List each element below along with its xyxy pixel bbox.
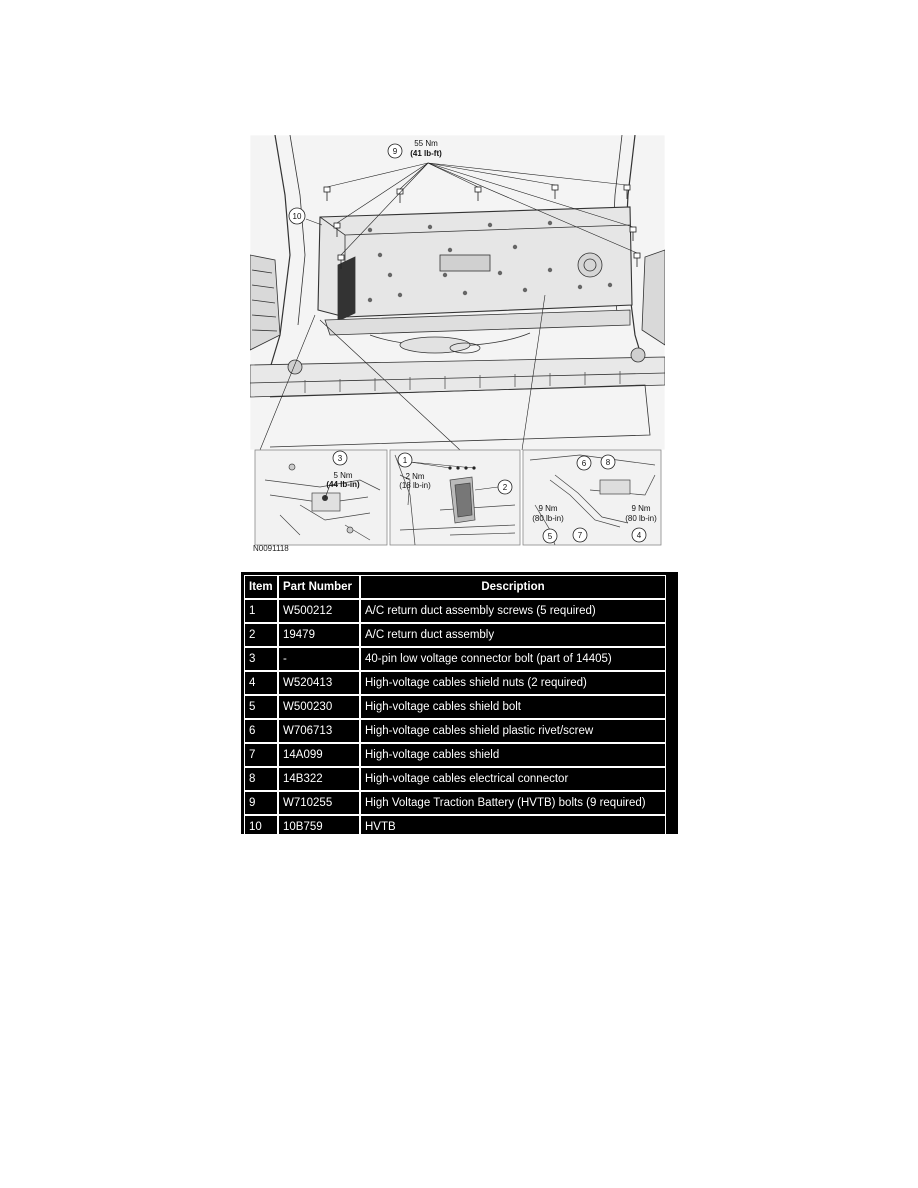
cell-description: A/C return duct assembly: [360, 623, 666, 647]
cell-part-number: -: [278, 647, 360, 671]
cell-description: HVTB: [360, 815, 666, 839]
parts-table: [244, 575, 666, 839]
cell-part-number: W500212: [278, 599, 360, 623]
table-row: [244, 695, 666, 719]
cell-description: High-voltage cables shield plastic rivet/screw: [360, 719, 666, 743]
table-row: [244, 719, 666, 743]
cell-description: A/C return duct assembly screws (5 required): [360, 599, 666, 623]
callout-4-label: 4: [636, 531, 642, 540]
cell-item: 1: [244, 599, 278, 623]
cell-part-number: 14B322: [278, 767, 360, 791]
callout-9-label: 9: [392, 147, 398, 156]
inset1-torque-imperial: (44 lb-in): [326, 480, 360, 489]
table-row: [244, 599, 666, 623]
cell-part-number: W520413: [278, 671, 360, 695]
cell-item: 10: [244, 815, 278, 839]
cell-description: High-voltage cables shield: [360, 743, 666, 767]
cell-item: 6: [244, 719, 278, 743]
inset-hv-cables-shield: [523, 450, 661, 545]
table-header-row: [244, 575, 666, 599]
cell-item: 8: [244, 767, 278, 791]
main-torque-value: 55 Nm: [414, 139, 438, 148]
callout-10-label: 10: [292, 212, 302, 221]
cell-description: High-voltage cables electrical connector: [360, 767, 666, 791]
cell-part-number: 14A099: [278, 743, 360, 767]
cell-item: 3: [244, 647, 278, 671]
table-row: [244, 623, 666, 647]
callout-7-label: 7: [577, 531, 583, 540]
callout-1-label: 1: [402, 456, 408, 465]
inset2-torque-imperial: (18 lb-in): [399, 481, 431, 490]
cell-description: High-voltage cables shield bolt: [360, 695, 666, 719]
inset1-torque: 5 Nm: [333, 471, 353, 480]
inset-return-duct: [390, 450, 520, 545]
cell-item: 2: [244, 623, 278, 647]
header-description: Description: [360, 575, 666, 599]
inset3-torque-left-imperial: (80 lb-in): [532, 514, 564, 523]
table-row: [244, 791, 666, 815]
cell-item: 5: [244, 695, 278, 719]
callout-10: [289, 208, 305, 224]
cell-part-number: 19479: [278, 623, 360, 647]
cell-part-number: W706713: [278, 719, 360, 743]
cell-description: 40-pin low voltage connector bolt (part of 14405): [360, 647, 666, 671]
inset-connector-bolt: [255, 450, 387, 545]
table-row: [244, 767, 666, 791]
inset2-torque: 2 Nm: [405, 472, 425, 481]
callout-6-label: 6: [581, 459, 587, 468]
header-item: Item: [244, 575, 278, 599]
cell-item: 9: [244, 791, 278, 815]
cell-part-number: W500230: [278, 695, 360, 719]
callout-2-label: 2: [502, 483, 508, 492]
cell-item: 7: [244, 743, 278, 767]
inset3-torque-left: 9 Nm: [538, 504, 558, 513]
header-part-number: Part Number: [278, 575, 360, 599]
hvtb-removal-illustration: [250, 135, 665, 560]
table-row: [244, 647, 666, 671]
table-row: [244, 815, 666, 839]
cell-description: High Voltage Traction Battery (HVTB) bolts (9 required): [360, 791, 666, 815]
parts-table-container: [241, 572, 678, 834]
cell-part-number: 10B759: [278, 815, 360, 839]
main-torque-imperial: (41 lb-ft): [410, 149, 442, 158]
inset3-torque-right: 9 Nm: [631, 504, 651, 513]
inset3-torque-right-imperial: (80 lb-in): [625, 514, 657, 523]
table-row: [244, 743, 666, 767]
figure-id: N0091118: [253, 544, 289, 553]
table-row: [244, 671, 666, 695]
cell-part-number: W710255: [278, 791, 360, 815]
cell-item: 4: [244, 671, 278, 695]
main-view: [250, 135, 665, 450]
cell-description: High-voltage cables shield nuts (2 required): [360, 671, 666, 695]
callout-3-label: 3: [337, 454, 343, 463]
callout-8-label: 8: [605, 458, 611, 467]
callout-5-label: 5: [547, 532, 553, 541]
